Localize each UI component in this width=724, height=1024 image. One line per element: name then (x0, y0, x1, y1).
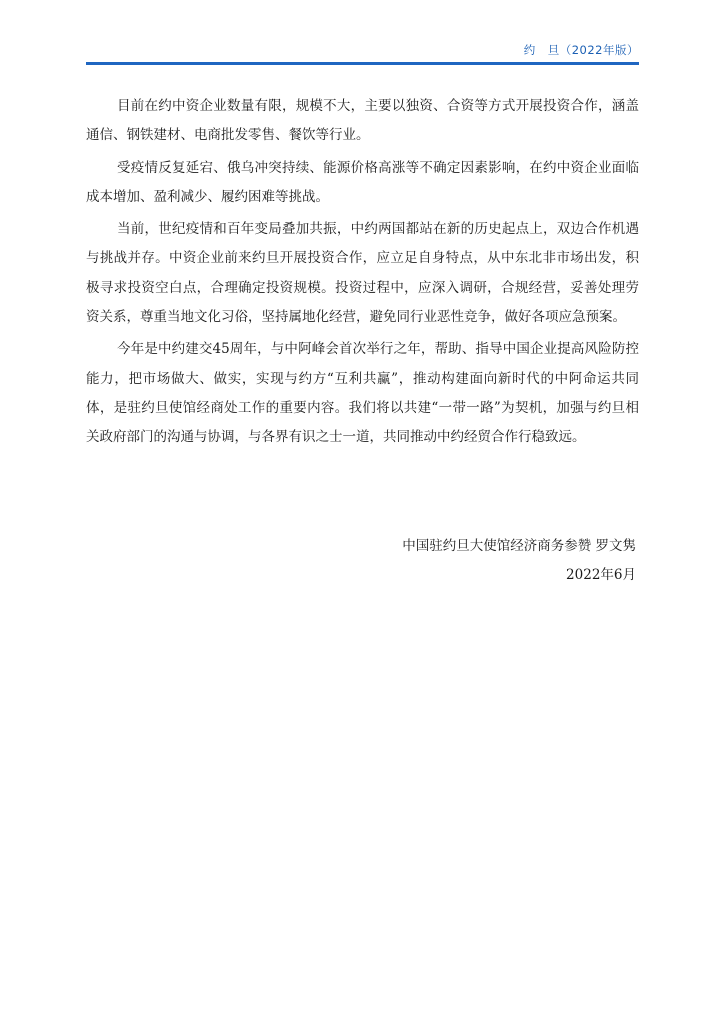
signature-date: 2022年6月 (566, 567, 636, 583)
paragraph-2: 受疫情反复延宕、俄乌冲突持续、能源价格高涨等不确定因素影响，在约中资企业面临成本增加、盈利减少、履约困难等挑战。 (86, 159, 639, 205)
paragraph-4: 今年是中约建交45周年，与中阿峰会首次举行之年，帮助、指导中国企业提高风险防控能力，把市场做大、做实，实现与约方“互利共赢”，推动构建面向新时代的中阿命运共同体，是驻约旦使馆经商处工作的重要内容。我们将以共建“一带一路”为契机，加强与约旦相关政府部门的沟通与协调，与各界有识之士一道，共同推动中约经贸合作行稳致远。 (86, 341, 639, 446)
header-divider (86, 62, 639, 65)
paragraph-3: 当前，世纪疫情和百年变局叠加共振，中约两国都站在新的历史起点上，双边合作机遇与挑战并存。中资企业前来约旦开展投资合作，应立足自身特点，从中东北非市场出发，积极寻求投资空白点，合理确定投资规模。投资过程中，应深入调研，合规经营，妥善处理劳资关系，尊重当地文化习俗，坚持属地化经营，避免同行业恶性竞争，做好各项应急预案。 (86, 221, 639, 326)
signature-block (402, 532, 636, 590)
running-header-title: 约 旦（2022年版） (523, 43, 639, 57)
body-text (86, 92, 639, 456)
signature-author: 中国驻约旦大使馆经济商务参赞 罗文隽 (402, 538, 636, 554)
paragraph-1: 目前在约中资企业数量有限，规模不大，主要以独资、合资等方式开展投资合作，涵盖通信、钢铁建材、电商批发零售、餐饮等行业。 (86, 98, 639, 144)
page-header (86, 40, 639, 62)
